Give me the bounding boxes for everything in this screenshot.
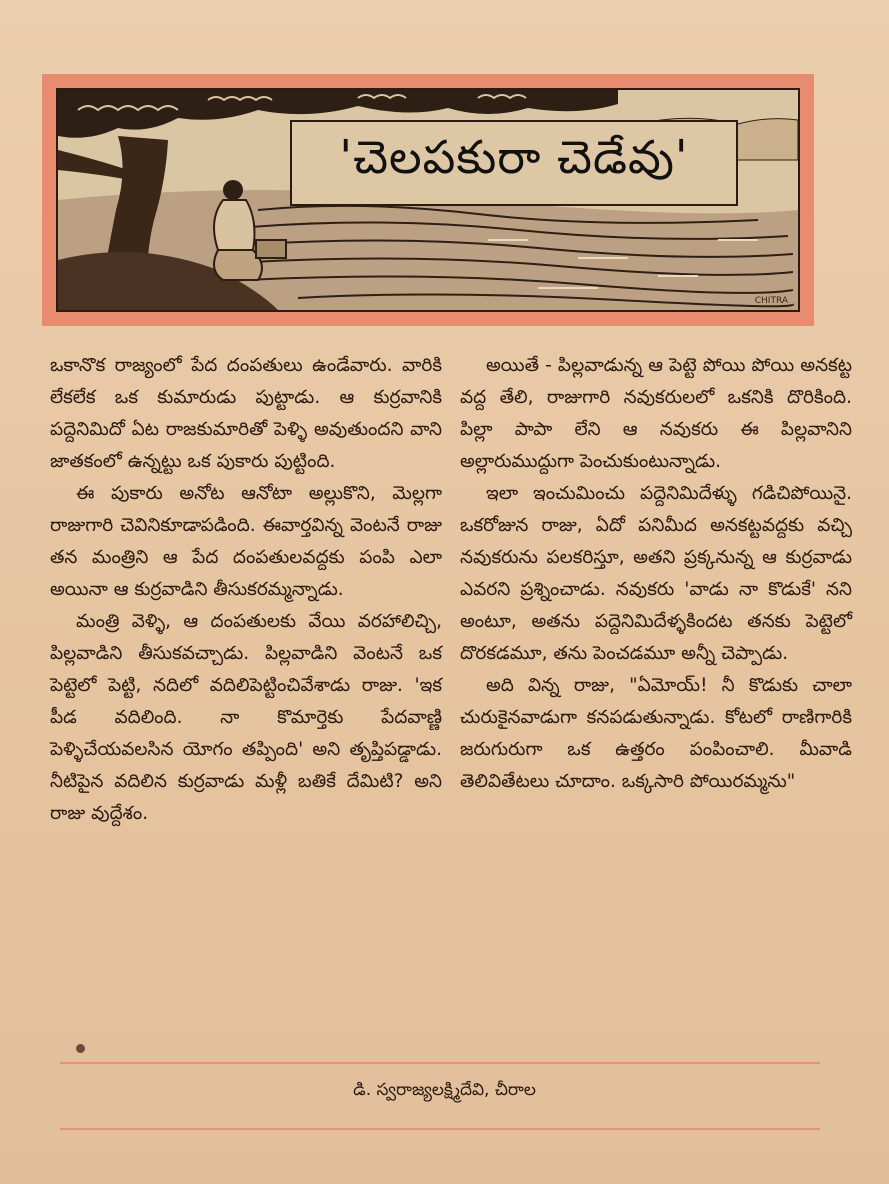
paragraph: అయితే - పిల్లవాడున్న ఆ పెట్టె పోయి పోయి అనకట్ట వద్ద తేలి, రాజుగారి నవుకరులలో ఒకనికి దొరికింది. పిల్లా పాపా లేని ఆ నవుకరు ఈ పిల్లవానిని అల్లారుముద్దుగా పెంచుకుంటున్నాడు. [460, 355, 852, 472]
artist-signature: CHITRA [754, 296, 788, 306]
paragraph: ఈ పుకారు అనోట ఆనోటా అల్లుకొని, మెల్లగా రాజుగారి చెవినికూడాపడింది. ఈవార్తవిన్న వెంటనే రాజు తన మంత్రిని ఆ పేద దంపతులవద్దకు పంపి ఎలా అయినా ఆ కుర్రవాడిని తీసుకరమ్మన్నాడు. [50, 483, 442, 600]
story-title: 'చెలపకురా చెడేవు' [339, 130, 689, 184]
story-title-box [290, 120, 738, 206]
story-banner [42, 74, 814, 326]
paragraph: ఒకానొక రాజ్యంలో పేద దంపతులు ఉండేవారు. వారికి లేకలేక ఒక కుమారుడు పుట్టాడు. ఆ కుర్రవానికి పద్దెనిమిదో ఏట రాజకుమారితో పెళ్ళి అవుతుందని వాని జాతకంలో ఉన్నట్టు ఒక పుకారు పుట్టింది. [50, 355, 442, 472]
paragraph: ఇలా ఇంచుమించు పద్దెనిమిదేళ్ళు గడిచిపోయినై. ఒకరోజున రాజు, ఏదో పనిమీద అనకట్టవద్దకు వచ్చి నవుకరును పలకరిస్తూ, అతని ప్రక్కనున్న ఆ కుర్రవాడు ఎవరని ప్రశ్నించాడు. నవుకరు 'వాడు నా కొడుకే' నని అంటూ, అతను పద్దెనిమిదేళ్ళకిందట తనకు పెట్టెలో దొరకడమూ, తను పెంచడమూ అన్నీ చెప్పాడు. [460, 483, 852, 664]
paragraph: మంత్రి వెళ్ళి, ఆ దంపతులకు వేయి వరహాలిచ్చి, పిల్లవాడిని తీసుకవచ్చాడు. పిల్లవాడిని వెంటనే ఒక పెట్టెలో పెట్టి, నదిలో వదిలిపెట్టించివేశాడు రాజు. 'ఇక పీడ వదిలింది. నా కొమార్తెకు పేదవాణ్ణి పెళ్ళిచేయవలసిన యోగం తప్పింది' అని తృప్తిపడ్డాడు. నీటిపైన వదిలిన కుర్రవాడు మళ్లీ బతికే దేమిటి? అని రాజు వుద్దేశం. [50, 611, 442, 824]
banner-illustration [56, 88, 800, 312]
paragraph: అది విన్న రాజు, "ఏమోయ్! నీ కొడుకు చాలా చురుకైనవాడుగా కనపడుతున్నాడు. కోటలో రాణిగారికి జరుగురుగా ఒక ఉత్తరం పంపించాలి. మీవాడి తెలివితేటలు చూదాం. ఒక్కసారి పోయిరమ్మను" [460, 675, 852, 792]
right-column [460, 350, 852, 798]
divider-top [60, 1062, 820, 1064]
divider-bottom [60, 1128, 820, 1130]
left-column [50, 350, 442, 830]
author-byline: డి. స్వరాజ్యలక్ష్మిదేవి, చీరాల [353, 1080, 536, 1100]
ink-spot [76, 1044, 85, 1053]
